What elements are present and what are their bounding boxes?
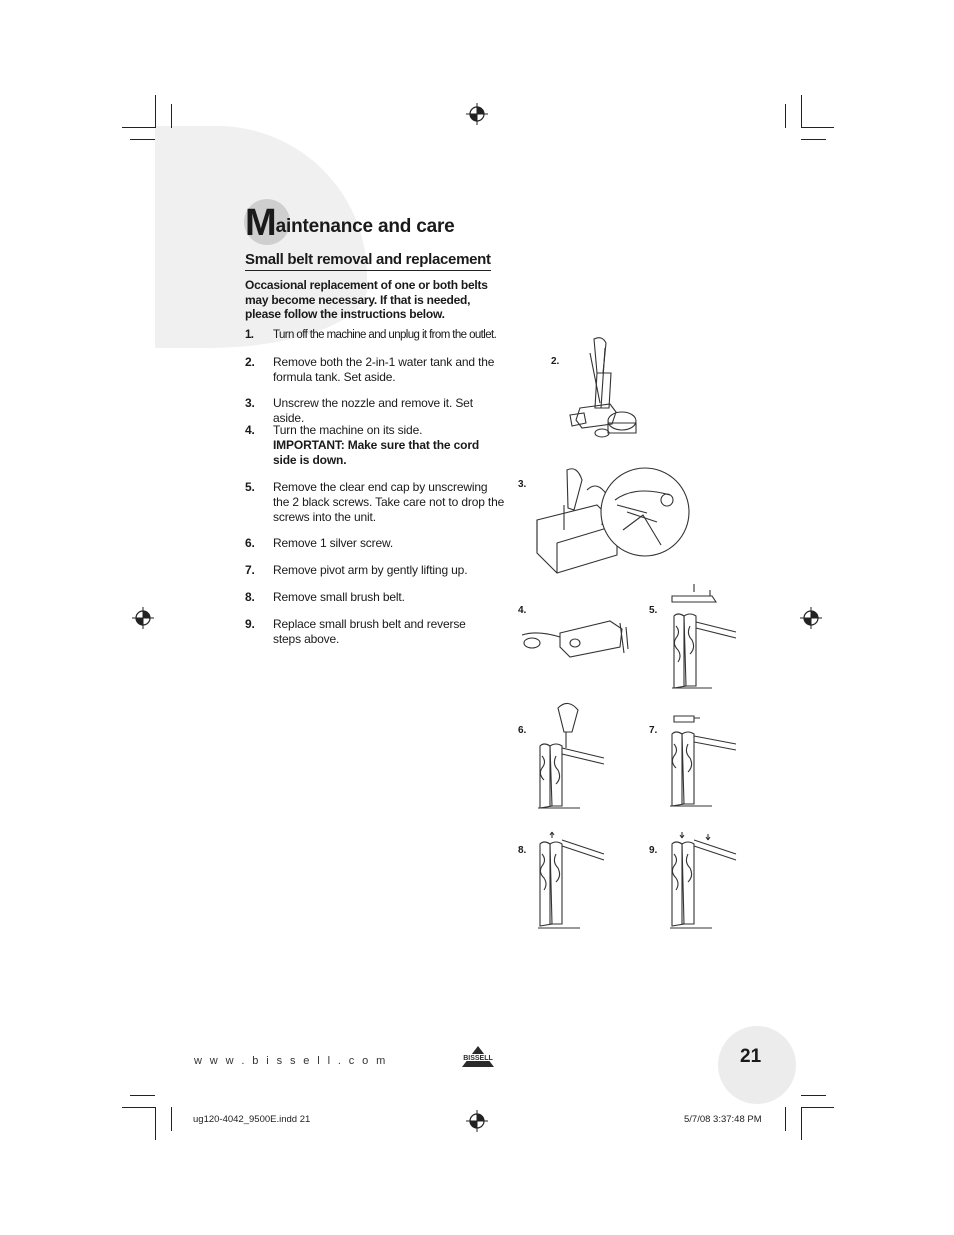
step-text <box>273 423 505 468</box>
page-number: 21 <box>740 1046 762 1067</box>
intro-paragraph: Occasional replacement of one or both belts may become necessary. If that is needed, please follow the instructions below. <box>245 278 488 322</box>
step-text: Turn off the machine and unplug it from the outlet. <box>273 329 497 341</box>
section-title-rest: aintenance and care <box>275 216 455 237</box>
figure-label: 5. <box>649 605 658 616</box>
figure-label: 9. <box>649 845 658 856</box>
step-text: Unscrew the nozzle and remove it. Set aside. <box>273 396 473 425</box>
step-important-note: IMPORTANT: Make sure that the cord side is down. <box>273 438 480 467</box>
replace-brush-belt-illustration <box>664 828 744 936</box>
carpet-cleaner-tanks-illustration <box>560 333 645 443</box>
brand-logo-text: BISSELL <box>463 1055 493 1062</box>
step-text: Remove small brush belt. <box>273 590 405 604</box>
machine-on-side-illustration <box>520 615 632 660</box>
step-number: 8. <box>245 590 255 604</box>
step-text-main: Turn the machine on its side. <box>273 423 423 437</box>
remove-brush-belt-illustration <box>532 828 612 936</box>
print-slug-date: 5/7/08 3:37:48 PM <box>684 1114 762 1125</box>
figure-label: 6. <box>518 725 527 736</box>
registration-mark-icon <box>466 103 488 125</box>
figure-label: 4. <box>518 605 527 616</box>
step-text: Remove the clear end cap by unscrewing the 2 black screws. Take care not to drop the screws into the unit. <box>273 480 505 524</box>
print-slug-file: ug120-4042_9500E.indd 21 <box>193 1114 311 1125</box>
remove-end-cap-illustration <box>664 580 744 695</box>
registration-mark-icon <box>132 607 154 629</box>
unscrew-nozzle-illustration <box>527 460 692 580</box>
step-number: 5. <box>245 480 255 494</box>
step-text: Replace small brush belt and reverse steps above. <box>273 617 466 646</box>
figure-label: 7. <box>649 725 658 736</box>
subsection-title: Small belt removal and replacement <box>245 251 491 271</box>
figure-label: 3. <box>518 479 527 490</box>
step-number: 3. <box>245 396 255 410</box>
step-number: 9. <box>245 617 255 631</box>
section-title-initial: M <box>245 202 276 244</box>
step-number: 6. <box>245 536 255 550</box>
registration-mark-icon <box>800 607 822 629</box>
step-number: 4. <box>245 423 255 437</box>
registration-mark-icon <box>466 1110 488 1132</box>
step-number: 2. <box>245 355 255 369</box>
remove-pivot-arm-illustration <box>664 710 744 815</box>
step-text: Remove both the 2-in-1 water tank and the formula tank. Set aside. <box>273 355 495 384</box>
figure-label: 2. <box>551 356 560 367</box>
section-title <box>245 204 455 242</box>
remove-silver-screw-illustration <box>532 700 612 815</box>
step-number: 7. <box>245 563 255 577</box>
brand-logo-icon <box>458 1045 498 1069</box>
step-text: Remove 1 silver screw. <box>273 536 394 550</box>
footer-url: w w w . b i s s e l l . c o m <box>194 1055 388 1067</box>
figure-label: 8. <box>518 845 527 856</box>
step-number: 1. <box>245 329 254 341</box>
step-text: Remove pivot arm by gently lifting up. <box>273 563 468 577</box>
